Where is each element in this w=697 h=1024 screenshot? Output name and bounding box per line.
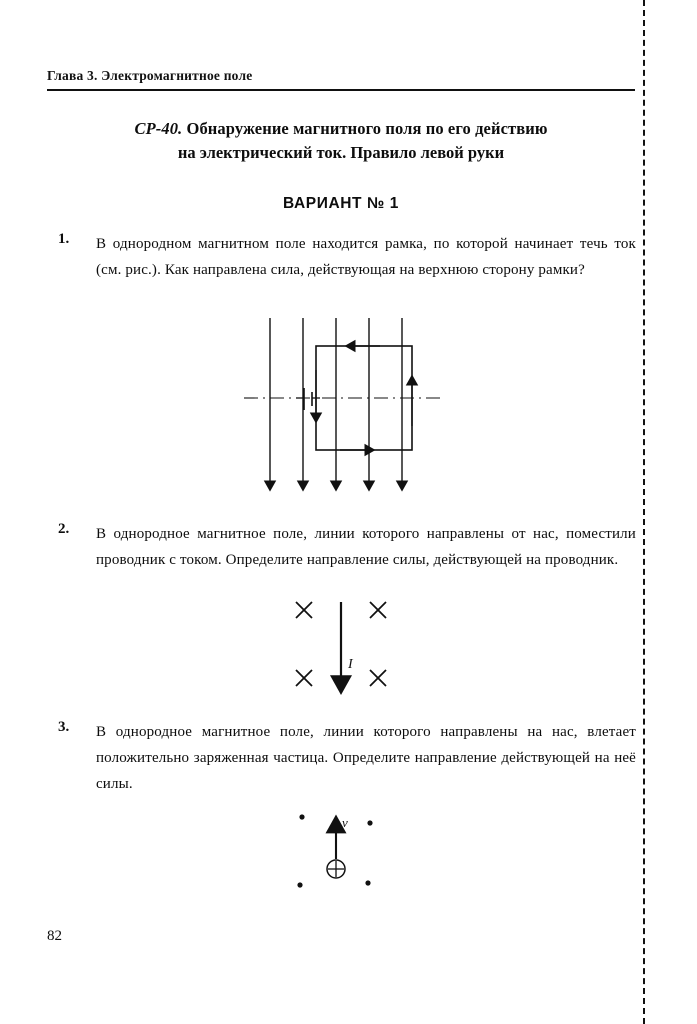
figure-frame-in-magnetic-field: [230, 318, 480, 508]
scan-edge-dashed-line: [643, 0, 645, 1024]
question-1-text: В однородном магнитном поле находится рамка, по которой начинает течь ток (см. рис.). Как направлена сила, действующая на верхнюю сторону рамки?: [96, 236, 636, 278]
question-3: [58, 719, 638, 797]
exercise-title: [47, 118, 635, 164]
question-3-text: В однородное магнитное поле, линии которого направлены на нас, влетает положительно заряженная частица. Определите направление действующей на неё силы.: [96, 724, 636, 792]
title-text-two: на электрический ток. Правило левой руки: [177, 143, 505, 162]
title-text-one: Обнаружение магнитного поля по его действию: [186, 119, 548, 138]
header-rule: [47, 89, 635, 91]
question-1-number: 1.: [58, 231, 70, 247]
figure-positive-charge-field-out-of-page: [280, 805, 390, 905]
title-line-one: [47, 118, 635, 140]
question-1: [58, 231, 638, 283]
question-2: [58, 521, 638, 573]
page-number: 82: [47, 928, 62, 944]
figure-conductor-field-into-page: [280, 596, 410, 706]
question-2-number: 2.: [58, 521, 70, 537]
question-2-text: В однородное магнитное поле, линии которого направлены от нас, поместили проводник с током. Определите направление силы, действующей на проводник.: [96, 526, 636, 568]
current-label: I: [348, 657, 353, 672]
question-3-number: 3.: [58, 719, 70, 735]
running-head: Глава 3. Электромагнитное поле: [47, 68, 253, 83]
velocity-label: v⃗: [342, 815, 358, 830]
variant-label: ВАРИАНТ № 1: [282, 195, 400, 212]
exercise-code: СР-40.: [134, 119, 183, 138]
